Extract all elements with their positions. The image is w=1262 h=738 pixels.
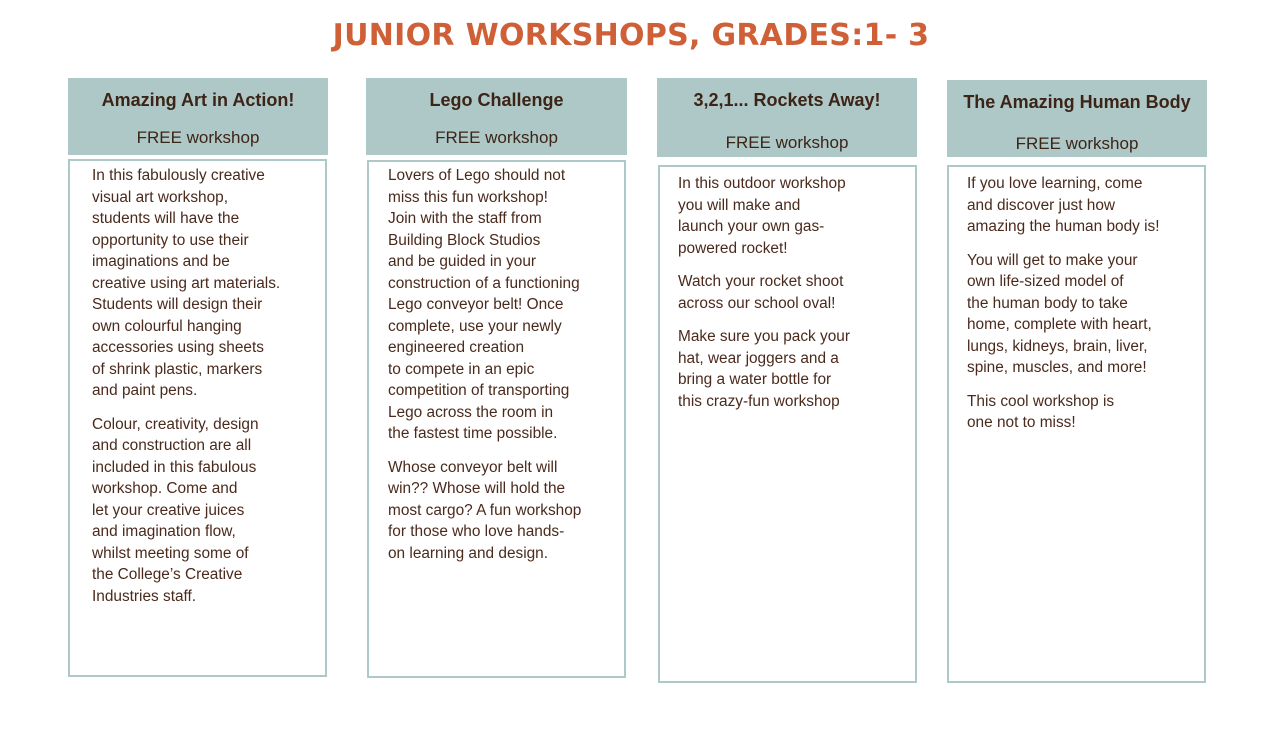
text-line: Make sure you pack your: [678, 328, 850, 345]
text-line: miss this fun workshop!: [388, 188, 548, 206]
text-line: to compete in an epic: [388, 360, 535, 378]
text-line: you will make and: [678, 196, 801, 214]
text-line: opportunity to use their: [92, 231, 249, 249]
text-line: for those who love hands-: [388, 523, 565, 540]
text-line: win?? Whose will hold the: [388, 480, 566, 497]
text-line: In this fabulously creative: [92, 167, 265, 184]
card-title: Amazing Art in Action!: [101, 90, 295, 110]
paragraph: [967, 250, 1204, 379]
text-line: of shrink plastic, markers: [92, 360, 263, 378]
text-line: Lego conveyor belt! Once: [388, 296, 564, 313]
page-title: JUNIOR WORKSHOPS, GRADES:1- 3: [332, 18, 930, 53]
card-header-body: [947, 80, 1207, 157]
card-body-art: [68, 159, 327, 677]
card-body-rockets: [658, 165, 917, 683]
paragraph: [678, 326, 915, 412]
text-line: powered rocket!: [678, 239, 788, 257]
text-line: Building Block Studios: [388, 231, 541, 249]
text-line: You will get to make your: [967, 251, 1138, 269]
paragraph: [92, 414, 325, 608]
text-line: Students will design their: [92, 296, 263, 313]
text-line: the human body to take: [967, 294, 1128, 312]
text-line: hat, wear joggers and a: [678, 349, 839, 367]
free-label: FREE: [435, 128, 481, 147]
text-line: construction of a functioning: [388, 274, 580, 292]
text-line: the fastest time possible.: [388, 425, 558, 442]
text-line: Whose conveyor belt will: [388, 458, 558, 476]
text-line: complete, use your newly: [388, 317, 562, 335]
text-line: students will have the: [92, 210, 240, 227]
workshop-label: workshop: [775, 133, 849, 152]
paragraph: [678, 173, 915, 259]
text-line: across our school oval!: [678, 294, 836, 312]
text-line: home, complete with heart,: [967, 316, 1152, 333]
text-line: accessories using sheets: [92, 339, 264, 356]
text-line: whilst meeting some of: [92, 544, 249, 562]
text-line: on learning and design.: [388, 544, 549, 562]
card-header-rockets: [657, 78, 917, 157]
card-subtitle: [657, 133, 917, 153]
card-subtitle: [366, 128, 627, 148]
workshop-label: workshop: [1065, 134, 1139, 153]
paragraph: [388, 165, 624, 445]
text-line: This cool workshop is: [967, 392, 1115, 410]
text-line: engineered creation: [388, 339, 525, 356]
text-line: Lego across the room in: [388, 403, 554, 421]
text-line: this crazy-fun workshop: [678, 392, 840, 410]
text-line: and paint pens.: [92, 382, 198, 399]
text-line: let your creative juices: [92, 501, 245, 519]
text-line: workshop. Come and: [92, 480, 238, 497]
text-line: spine, muscles, and more!: [967, 359, 1147, 376]
text-line: bring a water bottle for: [678, 371, 832, 388]
text-line: If you love learning, come: [967, 175, 1143, 192]
workshop-label: workshop: [485, 128, 558, 147]
card-header-lego: [366, 78, 627, 155]
text-line: launch your own gas-: [678, 218, 825, 235]
text-line: and construction are all: [92, 437, 252, 454]
text-line: most cargo? A fun workshop: [388, 501, 582, 519]
text-line: visual art workshop,: [92, 188, 229, 206]
text-line: creative using art materials.: [92, 274, 281, 292]
card-subtitle: [947, 134, 1207, 154]
text-line: In this outdoor workshop: [678, 175, 846, 192]
text-line: the College’s Creative: [92, 566, 243, 583]
card-title: Lego Challenge: [429, 90, 564, 110]
text-line: imaginations and be: [92, 253, 230, 270]
card-header-art: [68, 78, 328, 155]
paragraph: [678, 271, 915, 314]
text-line: Lovers of Lego should not: [388, 167, 566, 184]
paragraph: [388, 457, 624, 565]
text-line: Colour, creativity, design: [92, 415, 259, 433]
free-label: FREE: [1015, 134, 1061, 153]
text-line: included in this fabulous: [92, 458, 257, 476]
text-line: Watch your rocket shoot: [678, 273, 844, 290]
text-line: Industries staff.: [92, 587, 197, 605]
paragraph: [92, 165, 325, 402]
text-line: and discover just how: [967, 196, 1115, 214]
free-label: FREE: [725, 133, 771, 152]
card-subtitle: [68, 128, 328, 148]
text-line: amazing the human body is!: [967, 218, 1160, 235]
card-title: The Amazing Human Body: [963, 92, 1191, 112]
text-line: and be guided in your: [388, 253, 537, 270]
card-title: 3,2,1... Rockets Away!: [693, 90, 881, 110]
text-line: lungs, kidneys, brain, liver,: [967, 337, 1148, 355]
workshop-label: workshop: [186, 128, 260, 147]
text-line: own life-sized model of: [967, 273, 1124, 290]
text-line: own colourful hanging: [92, 317, 242, 335]
text-line: competition of transporting: [388, 382, 570, 399]
text-line: Join with the staff from: [388, 210, 542, 227]
free-label: FREE: [136, 128, 182, 147]
paragraph: [967, 391, 1204, 434]
text-line: one not to miss!: [967, 414, 1076, 431]
card-body-human-body: [947, 165, 1206, 683]
card-body-lego: [367, 160, 626, 678]
paragraph: [967, 173, 1204, 238]
text-line: and imagination flow,: [92, 523, 236, 540]
